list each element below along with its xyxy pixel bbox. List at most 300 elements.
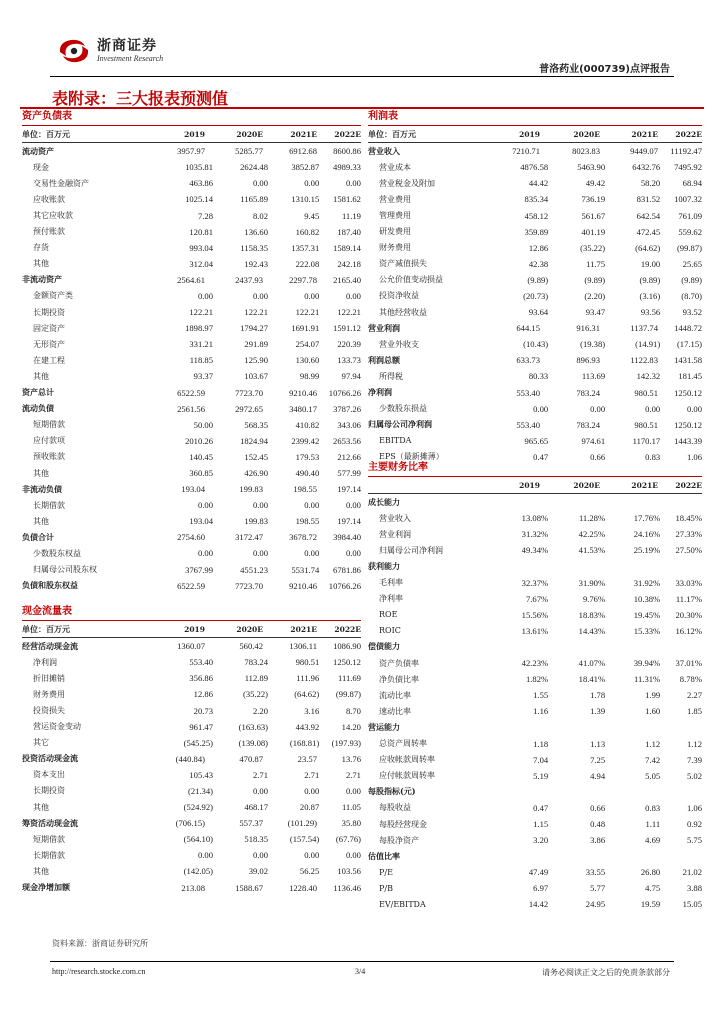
table-row xyxy=(368,848,702,864)
cell-value: 965.65 xyxy=(524,435,549,446)
cell-value: 2564.61 xyxy=(177,274,205,285)
cell-value: 1.78 xyxy=(590,690,606,701)
cell-value: 1.15 xyxy=(533,819,549,830)
cell-value: 8600.86 xyxy=(333,146,361,157)
table-row xyxy=(22,686,361,702)
cell-value: 3984.40 xyxy=(333,532,361,543)
year-header: 2020E xyxy=(236,624,263,634)
cell-value: 93.64 xyxy=(528,307,549,318)
cell-value: 19.00 xyxy=(640,258,661,269)
cell-value: 2.27 xyxy=(686,690,702,701)
table-row xyxy=(22,815,361,831)
unit-label: 单位：百万元 xyxy=(22,128,70,139)
cell-value: 835.34 xyxy=(524,194,549,205)
cell-value: 42.25% xyxy=(578,529,606,540)
table-row xyxy=(368,752,702,768)
cell-value: 140.45 xyxy=(189,451,214,462)
cell-value: 561.67 xyxy=(581,210,606,221)
balance-sheet-table xyxy=(22,109,361,594)
cell-value: 11.28% xyxy=(578,513,606,524)
row-label: 金额资产类 xyxy=(33,291,73,301)
cell-value: 25.19% xyxy=(633,545,661,556)
table-row xyxy=(22,336,361,352)
cell-value: 212.66 xyxy=(337,451,361,462)
table-row xyxy=(368,304,702,320)
cell-value: 0.00 xyxy=(686,403,702,414)
cell-value: 0.83 xyxy=(645,802,661,813)
row-label: 折旧摊销 xyxy=(33,673,65,683)
cell-value: 0.00 xyxy=(252,785,269,796)
year-header: 2020E xyxy=(236,129,263,139)
cell-value: 1.82% xyxy=(525,674,549,685)
cell-value: 0.92 xyxy=(686,819,702,830)
cell-value: (14.91) xyxy=(635,339,661,350)
table-row xyxy=(368,272,702,288)
cell-value: 160.82 xyxy=(295,226,320,237)
cell-value: (168.81) xyxy=(289,737,320,748)
cell-value: 9210.46 xyxy=(289,580,317,591)
row-label: 在建工程 xyxy=(33,355,65,365)
cell-value: 136.60 xyxy=(244,226,269,237)
cell-value: 18.41% xyxy=(578,674,606,685)
cell-value: 120.81 xyxy=(189,226,214,237)
cell-value: 560.42 xyxy=(239,641,263,652)
table-row xyxy=(22,304,361,320)
cell-value: 24.95 xyxy=(585,899,606,910)
cell-value: 331.21 xyxy=(189,339,214,350)
cell-value: 2561.56 xyxy=(177,403,205,414)
cell-value: 1.85 xyxy=(686,706,702,717)
year-header: 2022E xyxy=(334,129,361,139)
cell-value: 125.90 xyxy=(244,355,269,366)
cell-value: 24.16% xyxy=(633,529,661,540)
cell-value: (17.15) xyxy=(676,339,702,350)
cell-value: 0.83 xyxy=(645,451,661,462)
table-row xyxy=(368,401,702,417)
cell-value: 1.39 xyxy=(590,706,606,717)
table-row xyxy=(368,191,702,207)
row-label: 短期借款 xyxy=(33,834,65,844)
cell-value: 1591.12 xyxy=(333,323,361,334)
cell-value: 41.53% xyxy=(578,545,606,556)
cell-value: 2399.42 xyxy=(291,435,320,446)
cell-value: 10.38% xyxy=(633,593,661,604)
table-row xyxy=(22,847,361,863)
cell-value: 11.31% xyxy=(634,674,661,685)
cell-value: 1025.14 xyxy=(185,194,214,205)
row-label: 流动负债 xyxy=(22,403,54,414)
row-label: 资本支出 xyxy=(33,770,65,780)
table-row xyxy=(22,719,361,735)
cell-value: 2.71 xyxy=(345,769,361,780)
cell-value: 98.99 xyxy=(299,371,320,382)
table-row xyxy=(22,449,361,465)
cell-value: 41.07% xyxy=(578,658,606,669)
table-row xyxy=(22,159,361,175)
brand-logo xyxy=(55,36,163,66)
cell-value: 4551.23 xyxy=(240,564,269,575)
table-row xyxy=(22,433,361,449)
cell-value: 187.40 xyxy=(337,226,361,237)
cell-value: 553.40 xyxy=(189,657,214,668)
cell-value: (64.62) xyxy=(294,689,320,700)
cell-value: 19.59 xyxy=(640,899,661,910)
table-row xyxy=(368,143,702,159)
row-label: 交易性金融资产 xyxy=(33,178,89,188)
cell-value: 6912.68 xyxy=(289,146,317,157)
cell-value: 463.86 xyxy=(189,178,214,189)
row-label: 长期借款 xyxy=(33,500,65,510)
year-header: 2019 xyxy=(184,129,205,139)
cell-value: 468.17 xyxy=(244,802,269,813)
cell-value: 974.61 xyxy=(581,435,606,446)
cell-value: 242.18 xyxy=(337,258,361,269)
cell-value: 193.04 xyxy=(189,516,214,527)
cell-value: 0.00 xyxy=(590,403,606,414)
cell-value: 5.02 xyxy=(686,770,702,781)
cell-value: 33.55 xyxy=(585,867,606,878)
footer-disclaimer: 请务必阅读正文之后的免责条款部分 xyxy=(542,968,670,977)
cell-value: 122.21 xyxy=(337,307,361,318)
cell-value: (2.20) xyxy=(584,290,606,301)
year-header: 2022E xyxy=(334,624,361,634)
row-label: 营业收入 xyxy=(379,513,411,523)
cell-value: (157.54) xyxy=(289,834,320,845)
cell-value: 1136.46 xyxy=(333,882,361,893)
cell-value: 1431.58 xyxy=(674,355,702,366)
cell-value: 10766.26 xyxy=(328,387,361,398)
balance-title: 资产负债表 xyxy=(22,109,361,126)
cell-value: (163.63) xyxy=(238,721,269,732)
cell-value: 2437.93 xyxy=(235,274,263,285)
cell-value: 0.00 xyxy=(645,403,661,414)
cell-value: 0.00 xyxy=(345,850,361,861)
cell-value: 458.12 xyxy=(524,210,549,221)
row-label: 资产总计 xyxy=(22,387,54,398)
year-header: 2021E xyxy=(290,129,317,139)
cell-value: 1824.94 xyxy=(240,435,269,446)
year-header: 2019 xyxy=(519,480,540,490)
table-row xyxy=(22,143,361,159)
table-row xyxy=(368,320,702,336)
cell-value: 118.85 xyxy=(189,355,214,366)
row-label: 其他经营收益 xyxy=(379,307,427,317)
cell-value: 1035.81 xyxy=(185,162,214,173)
cell-value: (564.10) xyxy=(183,834,214,845)
unit-label: 单位：百万元 xyxy=(22,623,70,634)
cell-value: 50.00 xyxy=(193,419,214,430)
table-row xyxy=(368,880,702,896)
cell-value: 198.55 xyxy=(293,484,317,495)
row-label: 长期借款 xyxy=(33,850,65,860)
row-label: 营运能力 xyxy=(368,721,400,732)
row-label: 投资损失 xyxy=(33,706,65,716)
table-row xyxy=(368,352,702,368)
cell-value: 410.82 xyxy=(295,419,320,430)
table-row xyxy=(22,481,361,497)
cell-value: 4.75 xyxy=(645,883,661,894)
cell-value: 472.45 xyxy=(636,226,661,237)
cell-value: 254.07 xyxy=(295,339,320,350)
cell-value: 17.76% xyxy=(633,513,661,524)
cell-value: 831.52 xyxy=(636,194,661,205)
cell-value: 1170.17 xyxy=(632,435,661,446)
cell-value: 0.48 xyxy=(590,819,606,830)
cell-value: 11.75 xyxy=(586,258,606,269)
cell-value: 14.20 xyxy=(341,721,361,732)
table-row xyxy=(22,368,361,384)
cell-value: 3480.17 xyxy=(289,403,317,414)
table-row xyxy=(368,385,702,401)
cell-value: 44.42 xyxy=(528,178,549,189)
cell-value: 2165.40 xyxy=(333,274,361,285)
cell-value: 37.01% xyxy=(675,658,702,669)
table-row xyxy=(368,256,702,272)
cell-value: 783.24 xyxy=(576,387,600,398)
row-label: 管理费用 xyxy=(379,211,411,221)
row-label: 归属母公司净利润 xyxy=(368,419,432,430)
cell-value: 7.04 xyxy=(533,754,549,765)
row-label: 固定资产 xyxy=(33,323,65,333)
table-row xyxy=(368,896,702,912)
row-label: 营业利润 xyxy=(379,529,411,539)
cell-value: (545.25) xyxy=(183,737,214,748)
cell-value: 8.70 xyxy=(345,705,361,716)
cell-value: 2624.48 xyxy=(240,162,269,173)
cell-value: 12.86 xyxy=(528,242,549,253)
cell-value: 7.42 xyxy=(645,754,661,765)
cell-value: 980.51 xyxy=(295,657,320,668)
cell-value: 58.20 xyxy=(640,178,661,189)
row-label: 短期借款 xyxy=(33,420,65,430)
row-label: 净利率 xyxy=(379,594,403,604)
row-label: 流动比率 xyxy=(379,690,411,700)
row-label: 营运资金变动 xyxy=(33,722,81,732)
cell-value: 93.37 xyxy=(193,371,214,382)
row-label: 研发费用 xyxy=(379,227,411,237)
cell-value: 4.69 xyxy=(645,835,661,846)
cell-value: 8.02 xyxy=(252,210,269,221)
cell-value: 20.87 xyxy=(299,802,320,813)
table-row xyxy=(368,336,702,352)
cell-value: 5.05 xyxy=(645,770,661,781)
cell-value: 111.69 xyxy=(337,673,361,684)
cell-value: 2.71 xyxy=(304,769,320,780)
cell-value: 993.04 xyxy=(189,242,214,253)
cell-value: 56.25 xyxy=(299,866,320,877)
table-row xyxy=(368,288,702,304)
cell-value: 7.39 xyxy=(686,754,702,765)
table-row xyxy=(22,465,361,481)
cell-value: 152.45 xyxy=(244,451,269,462)
cell-value: 577.99 xyxy=(337,468,361,479)
cell-value: (9.89) xyxy=(639,274,661,285)
cell-value: 1.60 xyxy=(645,706,661,717)
table-row xyxy=(22,288,361,304)
row-label: 应收帐款周转率 xyxy=(379,755,435,765)
cell-value: 11.19 xyxy=(341,210,361,221)
cell-value: 0.00 xyxy=(304,500,320,511)
cell-value: 93.56 xyxy=(640,307,661,318)
cell-value: 1898.97 xyxy=(185,323,214,334)
row-label: 存货 xyxy=(33,243,49,253)
cell-value: 31.32% xyxy=(521,529,549,540)
table-row xyxy=(368,417,702,433)
table-row xyxy=(22,224,361,240)
cell-value: 1158.35 xyxy=(240,242,269,253)
row-label: 预收账款 xyxy=(33,452,65,462)
cell-value: 401.19 xyxy=(581,226,606,237)
page-title: 表附录：三大报表预测值 xyxy=(52,89,229,108)
cell-value: 0.00 xyxy=(197,850,214,861)
table-row xyxy=(368,832,702,848)
cell-value: 179.53 xyxy=(295,451,320,462)
row-label: P/B xyxy=(379,883,393,893)
table-row xyxy=(368,240,702,256)
row-label: ROE xyxy=(379,610,398,620)
unit-label: 单位：百万元 xyxy=(368,128,416,139)
row-label: 营业利润 xyxy=(368,322,400,333)
row-label: 其他 xyxy=(33,371,49,381)
cell-value: 23.57 xyxy=(297,753,317,764)
cell-value: 2972.65 xyxy=(235,403,263,414)
cell-value: 0.47 xyxy=(533,451,549,462)
cell-value: 0.00 xyxy=(252,850,269,861)
cell-value: 426.90 xyxy=(244,468,269,479)
table-row xyxy=(368,687,702,703)
cell-value: 518.35 xyxy=(244,834,269,845)
cell-value: 4.94 xyxy=(590,770,606,781)
row-label: 归属母公司净利润 xyxy=(379,545,443,555)
cell-value: 1588.67 xyxy=(235,882,263,893)
cell-value: 553.40 xyxy=(516,387,540,398)
cell-value: 6.97 xyxy=(533,883,549,894)
row-label: 财务费用 xyxy=(33,689,65,699)
row-label: 长期投资 xyxy=(33,786,65,796)
row-label: 其他 xyxy=(33,259,49,269)
cell-value: 3767.99 xyxy=(185,564,214,575)
cell-value: 761.09 xyxy=(678,210,702,221)
cell-value: 0.00 xyxy=(252,548,269,559)
cell-value: 1448.72 xyxy=(674,323,702,334)
table-row xyxy=(368,207,702,223)
cell-value: (9.89) xyxy=(681,274,702,285)
row-label: 少数股东损益 xyxy=(379,404,427,414)
table-row xyxy=(22,191,361,207)
cell-value: 3957.97 xyxy=(177,146,205,157)
cell-value: 42.38 xyxy=(528,258,549,269)
cell-value: 5.77 xyxy=(590,883,606,894)
cell-value: (440.84) xyxy=(175,753,205,764)
cell-value: 5.19 xyxy=(533,770,549,781)
cell-value: 2653.56 xyxy=(333,435,361,446)
row-label: 现金 xyxy=(33,162,49,172)
row-label: 资产负债率 xyxy=(379,658,419,668)
table-row xyxy=(22,497,361,513)
cell-value: 1.16 xyxy=(533,706,549,717)
table-row xyxy=(368,800,702,816)
year-header: 2022E xyxy=(675,129,702,139)
cell-value: 31.90% xyxy=(578,577,606,588)
cell-value: 9.45 xyxy=(304,210,320,221)
cell-value: 291.89 xyxy=(244,339,269,350)
cell-value: 122.21 xyxy=(189,307,214,318)
cell-value: 3172.47 xyxy=(235,532,263,543)
row-label: 利润总额 xyxy=(368,354,400,365)
brand-logo-mark-icon xyxy=(55,36,93,66)
table-row xyxy=(22,562,361,578)
table-row xyxy=(22,529,361,545)
brand-name-cn: 浙商证券 xyxy=(97,38,157,54)
year-header: 2021E xyxy=(290,624,317,634)
cell-value: 103.67 xyxy=(244,371,269,382)
cell-value: 112.89 xyxy=(244,673,269,684)
footer-url[interactable]: http://research.stocke.com.cn xyxy=(52,967,146,976)
cell-value: 3.88 xyxy=(686,883,702,894)
row-label: 无形资产 xyxy=(33,339,65,349)
year-header: 2021E xyxy=(631,480,658,490)
cell-value: 896.93 xyxy=(576,355,600,366)
cell-value: 2.71 xyxy=(252,769,269,780)
cell-value: 1443.39 xyxy=(674,435,702,446)
cell-value: 1357.31 xyxy=(291,242,320,253)
cell-value: 961.47 xyxy=(189,721,214,732)
cell-value: 1581.62 xyxy=(333,194,361,205)
cell-value: 568.35 xyxy=(244,419,269,430)
cell-value: 6522.59 xyxy=(177,387,205,398)
cell-value: 8023.83 xyxy=(572,146,600,157)
cell-value: 5285.77 xyxy=(235,146,263,157)
table-row xyxy=(22,175,361,191)
table-row xyxy=(22,240,361,256)
row-label: 归属母公司股东权 xyxy=(33,565,97,575)
cell-value: (8.70) xyxy=(681,290,702,301)
table-row xyxy=(22,751,361,767)
cashflow-title: 现金流量表 xyxy=(22,604,361,621)
row-label: 每股指标(元) xyxy=(368,786,416,797)
cell-value: 20.30% xyxy=(675,609,702,620)
cell-value: (99.87) xyxy=(335,689,361,700)
cell-value: (706.15) xyxy=(175,818,205,829)
cell-value: 27.33% xyxy=(675,529,702,540)
cell-value: 105.43 xyxy=(189,769,214,780)
cell-value: (35.22) xyxy=(242,689,269,700)
row-label: 净利润 xyxy=(368,387,392,398)
cell-value: 1250.12 xyxy=(674,387,702,398)
table-row xyxy=(368,639,702,655)
row-label: 其他 xyxy=(33,468,49,478)
report-title: 普洛药业(000739)点评报告 xyxy=(539,64,670,75)
cell-value: 14.42 xyxy=(528,899,549,910)
cell-value: 1.12 xyxy=(686,738,702,749)
table-row xyxy=(22,352,361,368)
cell-value: 3.16 xyxy=(304,705,320,716)
cell-value: 13.61% xyxy=(521,625,549,636)
row-label: 筹资活动现金流 xyxy=(22,817,78,828)
table-row xyxy=(22,417,361,433)
cell-value: 197.14 xyxy=(337,484,361,495)
row-label: 其它 xyxy=(33,738,49,748)
row-label: 负债和股东权益 xyxy=(22,580,78,591)
cell-value: 18.83% xyxy=(578,609,606,620)
financial-ratios-table xyxy=(368,460,702,913)
row-label: 非流动负债 xyxy=(22,483,62,494)
cell-value: 2010.26 xyxy=(185,435,214,446)
cell-value: 736.19 xyxy=(581,194,606,205)
cell-value: 130.60 xyxy=(295,355,320,366)
row-label: 营业成本 xyxy=(379,162,411,172)
table-row xyxy=(368,655,702,671)
